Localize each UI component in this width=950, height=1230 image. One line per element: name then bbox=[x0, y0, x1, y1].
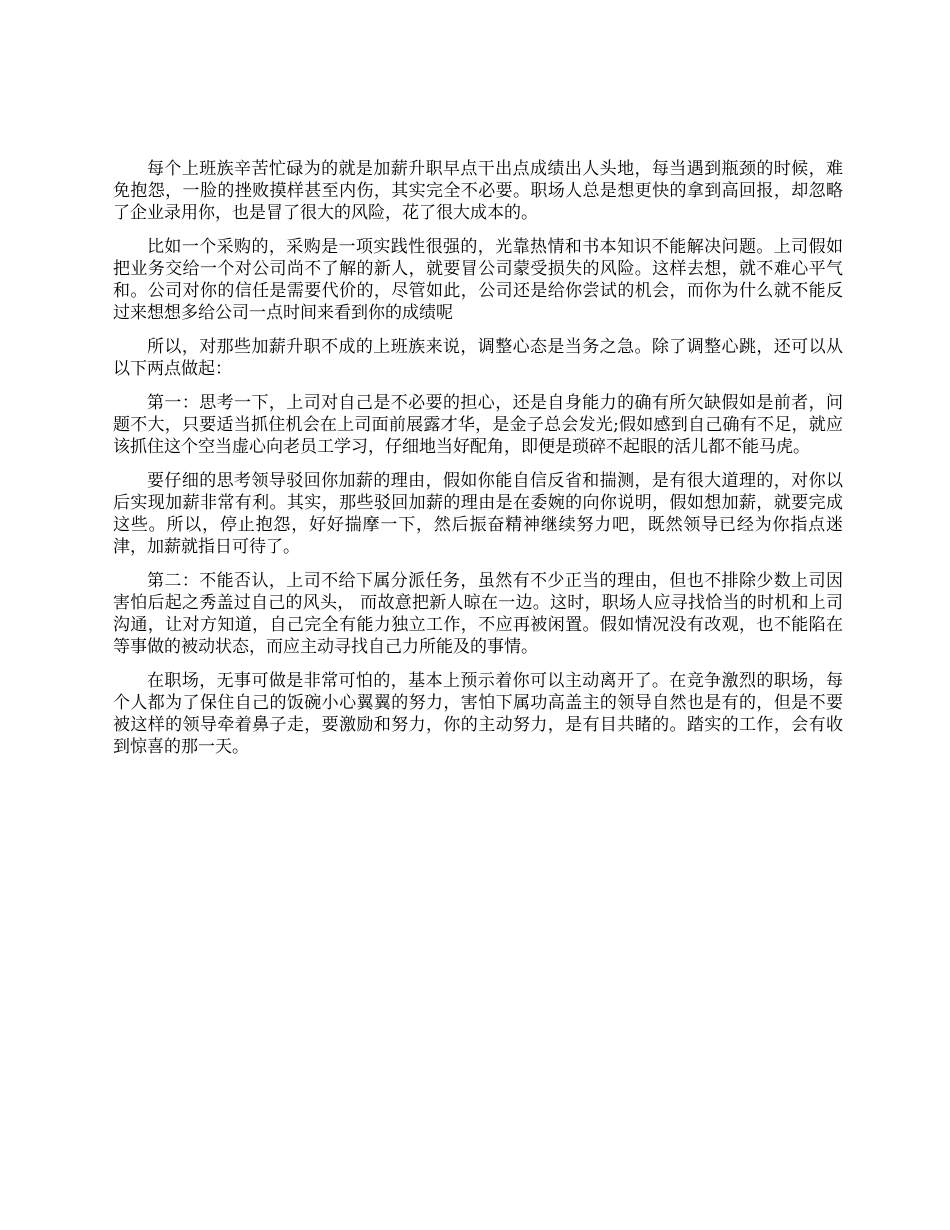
document-body bbox=[113, 158, 843, 770]
paragraph-3: 所以，对那些加薪升职不成的上班族来说，调整心态是当务之急。除了调整心跳，还可以从以下两点做起： bbox=[113, 337, 843, 379]
paragraph-1: 每个上班族辛苦忙碌为的就是加薪升职早点干出点成绩出人头地，每当遇到瓶颈的时候，难免抱怨，一脸的挫败摸样甚至内伤，其实完全不必要。职场人总是想更快的拿到高回报，却忽略了企业录用你，也是冒了很大的风险，花了很大成本的。 bbox=[113, 159, 843, 223]
paragraph-6: 第二：不能否认，上司不给下属分派任务，虽然有不少正当的理由，但也不排除少数上司因害怕后起之秀盖过自己的风头， 而故意把新人晾在一边。这时，职场人应寻找恰当的时机和上司沟通，让对方知道，自己完全有能力独立工作，不应再被闲置。假如情况没有改观，也不能陷在 等事做的被动状态，而应主动寻找自己力所能及的事情。 bbox=[113, 571, 843, 657]
paragraph-2: 比如一个采购的，采购是一项实践性很强的，光靠热情和书本知识不能解决问题。上司假如把业务交给一个对公司尚不了解的新人，就要冒公司蒙受损失的风险。这样去想，就不难心平气和。公司对你的信任是需要代价的，尽管如此，公司还是给你尝试的机会，而你为什么就不能反过来想想多给公司一点时间来看到你的成绩呢 bbox=[113, 237, 843, 323]
paragraph-7: 在职场，无事可做是非常可怕的，基本上预示着你可以主动离开了。在竞争激烈的职场，每个人都为了保住自己的饭碗小心翼翼的努力，害怕下属功高盖主的领导自然也是有的，但是不要被这样的领导牵着鼻子走，要激励和努力，你的主动努力，是有目共睹的。踏实的工作，会有收到惊喜的那一天。 bbox=[113, 671, 843, 757]
paragraph-5: 要仔细的思考领导驳回你加薪的理由，假如你能自信反省和揣测，是有很大道理的，对你以后实现加薪非常有利。其实，那些驳回加薪的理由是在委婉的向你说明，假如想加薪，就要完成这些。所以，停止抱怨，好好揣摩一下，然后振奋精神继续努力吧，既然领导已经为你指点迷津，加薪就指日可待了。 bbox=[113, 471, 843, 557]
paragraph-4: 第一：思考一下，上司对自己是不必要的担心，还是自身能力的确有所欠缺假如是前者，问题不大，只要适当抓住机会在上司面前展露才华，是金子总会发光;假如感到自己确有不足，就应该抓住这个空当虚心向老员工学习，仔细地当好配角，即便是琐碎不起眼的活儿都不能马虎。 bbox=[113, 393, 843, 457]
